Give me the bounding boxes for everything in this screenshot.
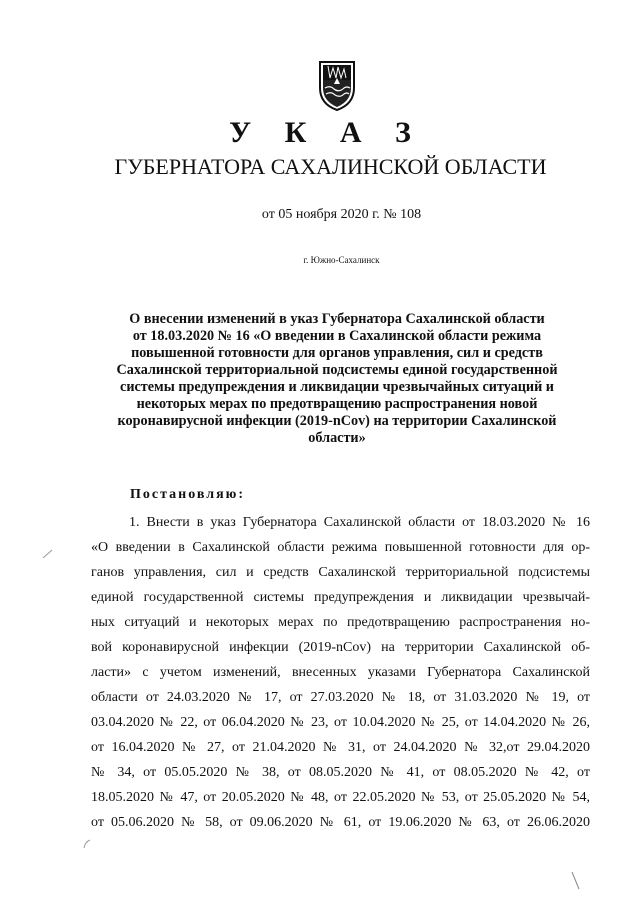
body-line: от 16.04.2020 № 27, от 21.04.2020 № 31, от 24.04.2020 № 32,от 29.04.2020 — [91, 740, 590, 755]
document-subtitle: ГУБЕРНАТОРА САХАЛИНСКОЙ ОБЛАСТИ — [114, 154, 547, 179]
body-line: единой государственной системы предупреждения и ликвидации чрезвычай- — [91, 590, 590, 605]
decree-date-number: от 05 ноября 2020 г. № 108 — [261, 207, 422, 222]
decree-heading — [112, 311, 562, 447]
body-line: от 05.06.2020 № 58, от 09.06.2020 № 61, от 19.06.2020 № 63, от 26.06.2020 — [91, 815, 590, 830]
scan-mark — [570, 870, 582, 892]
decree-word: Постановляю: — [130, 487, 246, 502]
body-line: 18.05.2020 № 47, от 20.05.2020 № 48, от 22.05.2020 № 53, от 25.05.2020 № 54, — [91, 790, 590, 805]
body-line: «О введении в Сахалинской области режима повышенной готовности для ор- — [91, 540, 590, 555]
decree-body — [91, 510, 590, 835]
body-line: области от 24.03.2020 № 17, от 27.03.2020 № 18, от 31.03.2020 № 19, от — [91, 690, 590, 705]
heading-line: повышенной готовности для органов управления, сил и средств — [131, 345, 543, 361]
heading-line: Сахалинской территориальной подсистемы единой государственной — [116, 362, 558, 378]
scan-mark — [42, 548, 54, 560]
body-line: 03.04.2020 № 22, от 06.04.2020 № 23, от 10.04.2020 № 25, от 14.04.2020 № 26, — [91, 715, 590, 730]
decree-city: г. Южно-Сахалинск — [303, 255, 380, 265]
scan-mark — [82, 838, 92, 850]
body-line: № 34, от 05.05.2020 № 38, от 08.05.2020 № 41, от 08.05.2020 № 42, от — [91, 765, 590, 780]
body-line: вой коронавирусной инфекции (2019-nCov) на территории Сахалинской об- — [91, 640, 590, 655]
heading-line: от 18.03.2020 № 16 «О введении в Сахалинской области режима — [132, 328, 542, 344]
heading-line: коронавирусной инфекции (2019-nCov) на территории Сахалинской — [117, 413, 557, 429]
heading-line: О внесении изменений в указ Губернатора Сахалинской области — [129, 311, 545, 327]
body-line: ганов управления, сил и средств Сахалинской территориальной подсистемы — [91, 565, 590, 580]
heading-line: системы предупреждения и ликвидации чрезвычайных ситуаций и — [120, 379, 554, 395]
document-title: У К А З — [229, 116, 424, 149]
coat-of-arms-emblem — [316, 58, 358, 112]
heading-line: некоторых мерах по предотвращению распространения новой — [136, 396, 538, 412]
heading-line: области» — [308, 430, 366, 446]
body-line: 1. Внести в указ Губернатора Сахалинской области от 18.03.2020 № 16 — [129, 515, 590, 530]
body-line: ных ситуаций и некоторых мерах по предотвращению распространения но- — [91, 615, 590, 630]
body-line: ласти» с учетом изменений, внесенных указами Губернатора Сахалинской — [91, 665, 590, 680]
